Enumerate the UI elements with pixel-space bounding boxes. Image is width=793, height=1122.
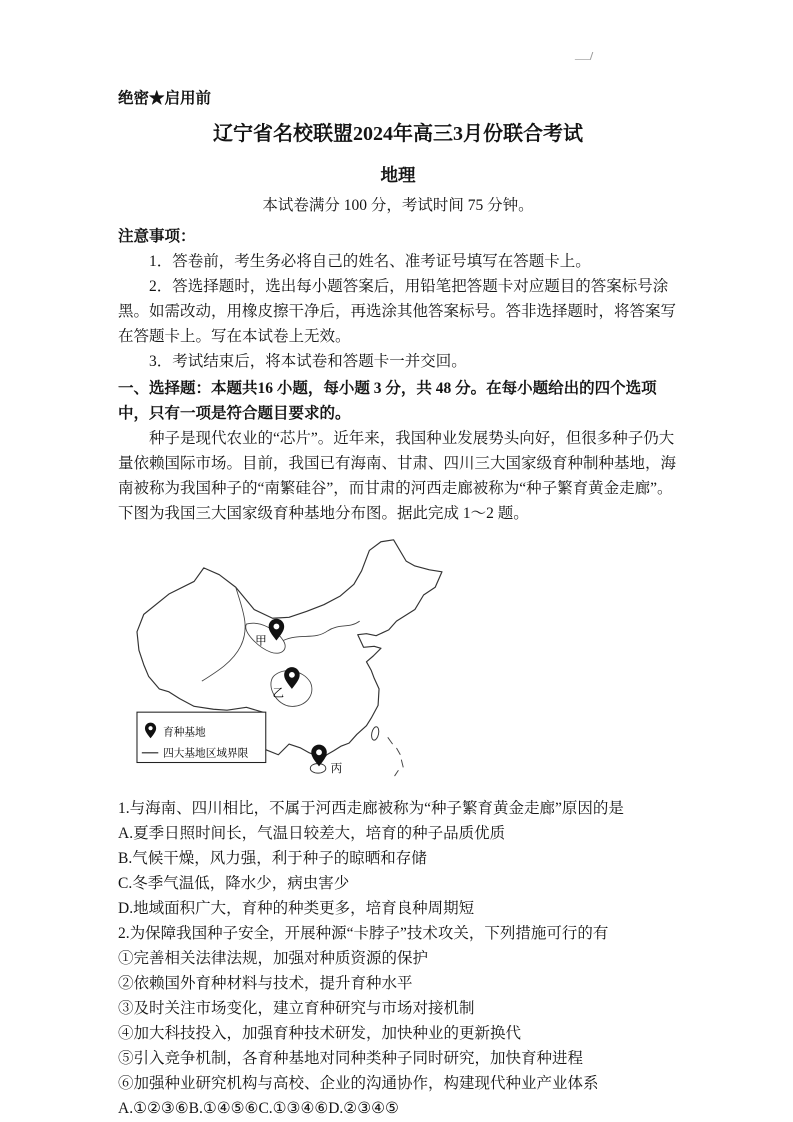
south-china-sea-dashes xyxy=(388,737,403,776)
question2-answer-line: A.①②③⑥B.①④⑤⑥C.①③④⑥D.②③④⑤ xyxy=(118,1100,399,1117)
stray-pen-mark xyxy=(575,52,594,60)
passage-text: 种子是现代农业的“芯片”。近年来，我国种业发展势头向好，但很多种子仍大量依赖国际市场。目前，我国已有海南、甘肃、四川三大国家级育种制种基地，海南被称为我国种子的“南繁硅谷”，而甘肃的河西走廊被称为“种子繁育黄金走廊”。下图为我国三大国家级育种基地分布图。据此完成 1～2 题。 xyxy=(118,430,677,522)
notice-item-3: 3．考试结束后，将本试卷和答题卡一并交回。 xyxy=(149,353,467,370)
question1-option-b: B.气候干燥，风力强，利于种子的晾晒和存储 xyxy=(118,850,427,867)
question1-stem: 1.与海南、四川相比，不属于河西走廊被称为“种子繁育黄金走廊”原因的是 xyxy=(118,800,624,817)
marker-label-jia: 甲 xyxy=(255,634,267,648)
question1-option-d: D.地域面积广大，育种的种类更多，培育良种周期短 xyxy=(118,900,475,917)
question2-item-3: ③及时关注市场变化，建立育种研究与市场对接机制 xyxy=(118,1000,475,1017)
base-pin-bing xyxy=(311,745,326,767)
question1-option-c: C.冬季气温低，降水少，病虫害少 xyxy=(118,875,350,892)
map-legend xyxy=(137,712,266,762)
exam-title: 辽宁省名校联盟2024年高三3月份联合考试 xyxy=(213,123,583,145)
question2-stem: 2.为保障我国种子安全，开展种源“卡脖子”技术攻关，下列措施可行的有 xyxy=(118,925,609,942)
china-map xyxy=(134,534,444,778)
china-map-figure xyxy=(134,534,678,786)
marker-label-bing: 丙 xyxy=(330,762,343,776)
legend-boundary-label: 四大基地区域界限 xyxy=(163,748,249,760)
marker-label-yi: 乙 xyxy=(272,686,285,700)
legend-base-label: 育种基地 xyxy=(163,727,206,739)
notice-heading: 注意事项： xyxy=(118,228,196,245)
taiwan-island xyxy=(370,726,379,741)
question2-item-6: ⑥加强种业研究机构与高校、企业的沟通协作，构建现代种业产业体系 xyxy=(118,1075,599,1092)
section-heading: 一、选择题：本题共16 小题，每小题 3 分，共 48 分。在每小题给出的四个选项中，只有一项是符合题目要求的。 xyxy=(118,380,657,422)
question2-item-2: ②依赖国外育种材料与技术，提升育种水平 xyxy=(118,975,413,992)
notice-item-2: 2．答选择题时，选出每小题答案后，用铅笔把答题卡对应题目的答案标号涂黑。如需改动，用橡皮擦干净后，再选涂其他答案标号。答非选择题时，将答案写在答题卡上。写在本试卷上无效。 xyxy=(118,278,677,345)
notice-item-1: 1．答卷前，考生务必将自己的姓名、准考证号填写在答题卡上。 xyxy=(149,253,591,270)
question2-item-4: ④加大科技投入，加强育种技术研发，加快种业的更新换代 xyxy=(118,1025,522,1042)
question1-option-a: A.夏季日照时间长，气温日较差大，培育的种子品质优质 xyxy=(118,825,506,842)
exam-content xyxy=(118,86,678,1121)
question2-item-5: ⑤引入竞争机制，各育种基地对同种类种子同时研究，加快育种进程 xyxy=(118,1050,584,1067)
question2-item-1: ①完善相关法律法规，加强对种质资源的保护 xyxy=(118,950,429,967)
subject-title: 地理 xyxy=(380,165,416,185)
exam-info: 本试卷满分 100 分，考试时间 75 分钟。 xyxy=(262,197,534,214)
classification-label: 绝密★启用前 xyxy=(118,90,212,107)
